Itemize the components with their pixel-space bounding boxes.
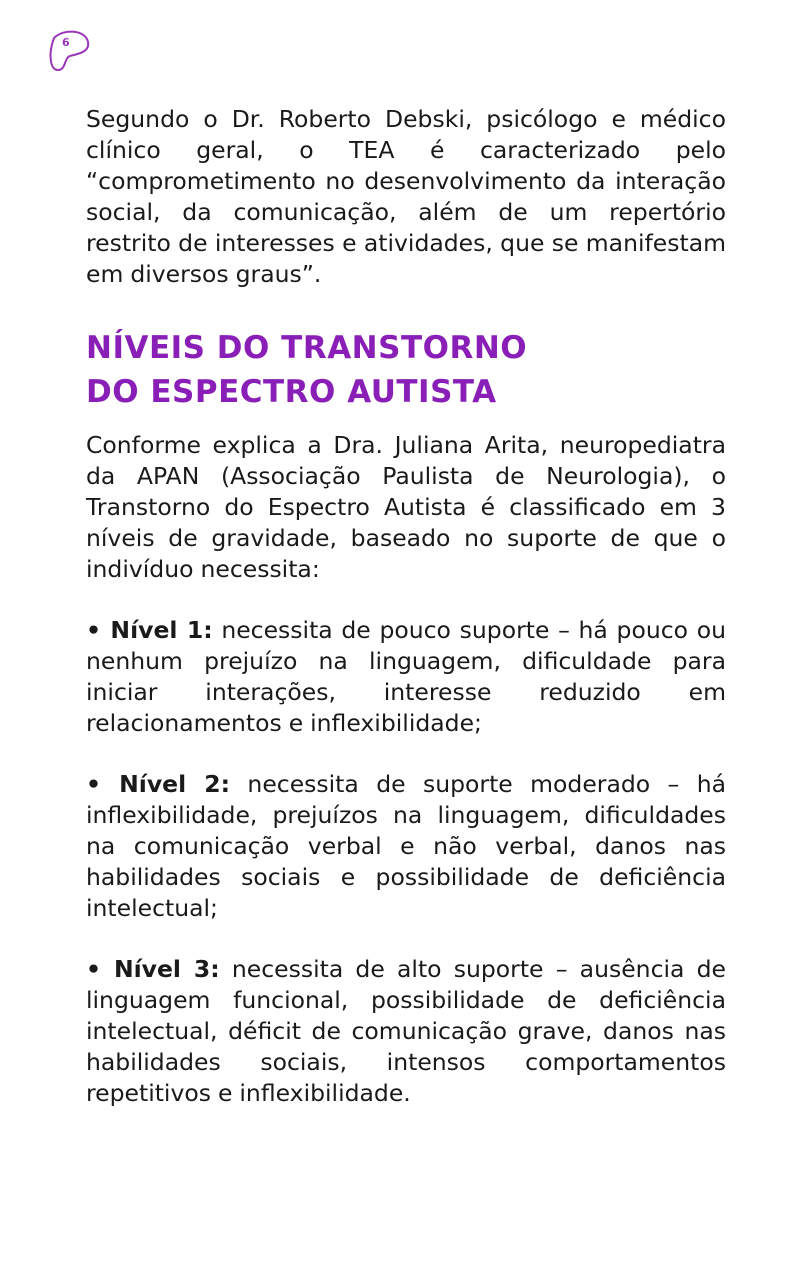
page-badge-icon — [40, 24, 100, 84]
level-label: • Nível 2: — [86, 770, 231, 798]
level-description: necessita de suporte moderado – há inflexibilidade, prejuízos na linguagem, dificuldades na comunicação verbal e não verbal, danos nas habilidades sociais e possibilidade de deficiência intelectual; — [86, 770, 726, 922]
intro-paragraph: Segundo o Dr. Roberto Debski, psicólogo e médico clínico geral, o TEA é caracterizado pelo “comprometimento no desenvolvimento da interação social, da comunicação, além de um repertório restrito de interesses e atividades, que se manifestam em diversos graus”. — [86, 105, 726, 288]
section-heading-line2: DO ESPECTRO AUTISTA — [86, 374, 497, 410]
section-heading-line1: NÍVEIS DO TRANSTORNO — [86, 330, 528, 366]
section-heading — [86, 326, 726, 414]
level-item-1 — [86, 615, 726, 739]
level-description: necessita de pouco suporte – há pouco ou nenhum prejuízo na linguagem, dificuldade para iniciar interações, interesse reduzido em relacionamentos e inflexibilidade; — [86, 616, 726, 737]
level-label: • Nível 3: — [86, 955, 220, 983]
page-number-badge — [40, 24, 100, 84]
page-number: 6 — [62, 36, 70, 49]
level-item-2 — [86, 769, 726, 924]
main-content — [86, 104, 726, 1109]
level-description: necessita de alto suporte – ausência de linguagem funcional, possibilidade de deficiência intelectual, déficit de comunicação grave, danos nas habilidades sociais, intensos comportamentos repetitivos e inflexibilidade. — [86, 955, 726, 1107]
level-item-3 — [86, 954, 726, 1109]
level-label: • Nível 1: — [86, 616, 213, 644]
section-body-paragraph: Conforme explica a Dra. Juliana Arita, neuropediatra da APAN (Associação Paulista de Neurologia), o Transtorno do Espectro Autista é classificado em 3 níveis de gravidade, baseado no suporte de que o indivíduo necessita: — [86, 431, 726, 583]
